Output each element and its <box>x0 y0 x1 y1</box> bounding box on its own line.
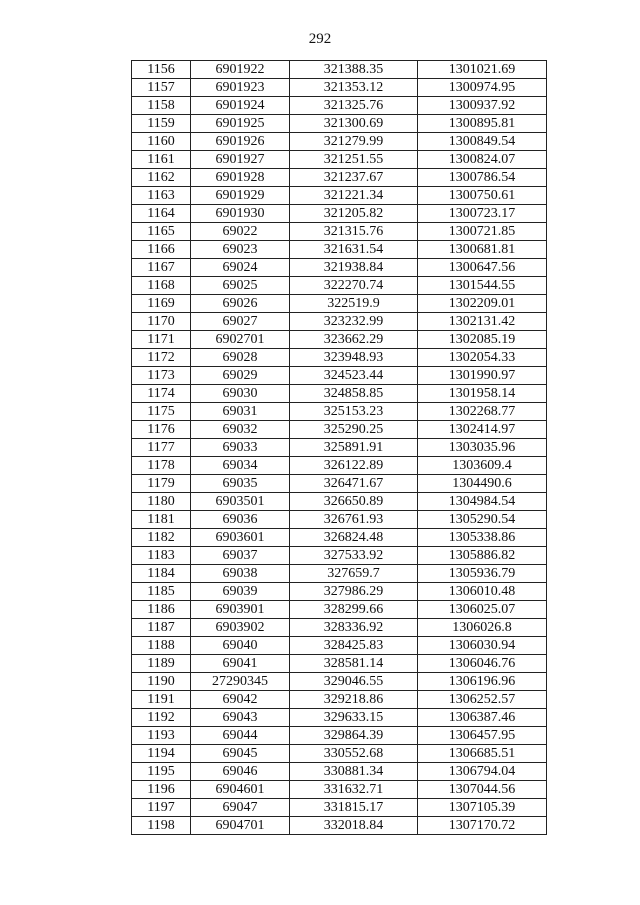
point-id-cell: 69040 <box>191 637 290 655</box>
x-coordinate-cell: 321279.99 <box>290 133 418 151</box>
point-id-cell: 6901929 <box>191 187 290 205</box>
table-row <box>132 259 547 277</box>
row-index-cell: 1163 <box>132 187 191 205</box>
x-coordinate-cell: 321388.35 <box>290 61 418 79</box>
y-coordinate-cell: 1300723.17 <box>418 205 547 223</box>
y-coordinate-cell: 1300647.56 <box>418 259 547 277</box>
point-id-cell: 69029 <box>191 367 290 385</box>
table-row <box>132 763 547 781</box>
point-id-cell: 6901928 <box>191 169 290 187</box>
row-index-cell: 1174 <box>132 385 191 403</box>
point-id-cell: 6901924 <box>191 97 290 115</box>
row-index-cell: 1164 <box>132 205 191 223</box>
row-index-cell: 1195 <box>132 763 191 781</box>
x-coordinate-cell: 326761.93 <box>290 511 418 529</box>
x-coordinate-cell: 328336.92 <box>290 619 418 637</box>
y-coordinate-cell: 1300824.07 <box>418 151 547 169</box>
y-coordinate-cell: 1302054.33 <box>418 349 547 367</box>
y-coordinate-cell: 1301021.69 <box>418 61 547 79</box>
row-index-cell: 1198 <box>132 817 191 835</box>
table-row <box>132 151 547 169</box>
y-coordinate-cell: 1301544.55 <box>418 277 547 295</box>
point-id-cell: 6901923 <box>191 79 290 97</box>
x-coordinate-cell: 322270.74 <box>290 277 418 295</box>
table-row <box>132 385 547 403</box>
x-coordinate-cell: 321237.67 <box>290 169 418 187</box>
table-row <box>132 799 547 817</box>
table-row <box>132 547 547 565</box>
x-coordinate-cell: 331632.71 <box>290 781 418 799</box>
row-index-cell: 1180 <box>132 493 191 511</box>
x-coordinate-cell: 323232.99 <box>290 313 418 331</box>
y-coordinate-cell: 1305886.82 <box>418 547 547 565</box>
row-index-cell: 1183 <box>132 547 191 565</box>
y-coordinate-cell: 1303035.96 <box>418 439 547 457</box>
y-coordinate-cell: 1300786.54 <box>418 169 547 187</box>
table-row <box>132 601 547 619</box>
row-index-cell: 1156 <box>132 61 191 79</box>
row-index-cell: 1179 <box>132 475 191 493</box>
row-index-cell: 1166 <box>132 241 191 259</box>
point-id-cell: 69035 <box>191 475 290 493</box>
point-id-cell: 69045 <box>191 745 290 763</box>
point-id-cell: 69036 <box>191 511 290 529</box>
row-index-cell: 1184 <box>132 565 191 583</box>
table-row <box>132 655 547 673</box>
table-row <box>132 493 547 511</box>
x-coordinate-cell: 327659.7 <box>290 565 418 583</box>
point-id-cell: 69032 <box>191 421 290 439</box>
x-coordinate-cell: 327986.29 <box>290 583 418 601</box>
row-index-cell: 1188 <box>132 637 191 655</box>
table-row <box>132 421 547 439</box>
point-id-cell: 69041 <box>191 655 290 673</box>
y-coordinate-cell: 1300721.85 <box>418 223 547 241</box>
row-index-cell: 1197 <box>132 799 191 817</box>
y-coordinate-cell: 1307105.39 <box>418 799 547 817</box>
table-row <box>132 475 547 493</box>
point-id-cell: 69022 <box>191 223 290 241</box>
table-row <box>132 565 547 583</box>
point-id-cell: 69023 <box>191 241 290 259</box>
table-row <box>132 619 547 637</box>
row-index-cell: 1169 <box>132 295 191 313</box>
row-index-cell: 1168 <box>132 277 191 295</box>
row-index-cell: 1185 <box>132 583 191 601</box>
table-row <box>132 133 547 151</box>
point-id-cell: 6903901 <box>191 601 290 619</box>
row-index-cell: 1190 <box>132 673 191 691</box>
x-coordinate-cell: 326824.48 <box>290 529 418 547</box>
y-coordinate-cell: 1300750.61 <box>418 187 547 205</box>
x-coordinate-cell: 323948.93 <box>290 349 418 367</box>
x-coordinate-cell: 322519.9 <box>290 295 418 313</box>
x-coordinate-cell: 321325.76 <box>290 97 418 115</box>
row-index-cell: 1189 <box>132 655 191 673</box>
row-index-cell: 1181 <box>132 511 191 529</box>
table-row <box>132 97 547 115</box>
x-coordinate-cell: 325891.91 <box>290 439 418 457</box>
table-row <box>132 79 547 97</box>
row-index-cell: 1176 <box>132 421 191 439</box>
point-id-cell: 69030 <box>191 385 290 403</box>
x-coordinate-cell: 328581.14 <box>290 655 418 673</box>
x-coordinate-cell: 330881.34 <box>290 763 418 781</box>
x-coordinate-cell: 321251.55 <box>290 151 418 169</box>
row-index-cell: 1159 <box>132 115 191 133</box>
table-row <box>132 637 547 655</box>
table-row <box>132 709 547 727</box>
point-id-cell: 6901922 <box>191 61 290 79</box>
point-id-cell: 69028 <box>191 349 290 367</box>
y-coordinate-cell: 1306010.48 <box>418 583 547 601</box>
table-row <box>132 295 547 313</box>
y-coordinate-cell: 1306457.95 <box>418 727 547 745</box>
point-id-cell: 69042 <box>191 691 290 709</box>
y-coordinate-cell: 1306026.8 <box>418 619 547 637</box>
x-coordinate-cell: 329633.15 <box>290 709 418 727</box>
point-id-cell: 69034 <box>191 457 290 475</box>
row-index-cell: 1178 <box>132 457 191 475</box>
x-coordinate-cell: 327533.92 <box>290 547 418 565</box>
x-coordinate-cell: 324523.44 <box>290 367 418 385</box>
x-coordinate-cell: 326122.89 <box>290 457 418 475</box>
row-index-cell: 1173 <box>132 367 191 385</box>
row-index-cell: 1171 <box>132 331 191 349</box>
point-id-cell: 69046 <box>191 763 290 781</box>
y-coordinate-cell: 1306196.96 <box>418 673 547 691</box>
y-coordinate-cell: 1305338.86 <box>418 529 547 547</box>
point-id-cell: 69027 <box>191 313 290 331</box>
row-index-cell: 1175 <box>132 403 191 421</box>
point-id-cell: 6903501 <box>191 493 290 511</box>
table-row <box>132 313 547 331</box>
x-coordinate-cell: 323662.29 <box>290 331 418 349</box>
point-id-cell: 69039 <box>191 583 290 601</box>
y-coordinate-cell: 1301958.14 <box>418 385 547 403</box>
point-id-cell: 6901930 <box>191 205 290 223</box>
x-coordinate-cell: 326471.67 <box>290 475 418 493</box>
x-coordinate-cell: 321938.84 <box>290 259 418 277</box>
table-body <box>132 61 547 835</box>
table-row <box>132 331 547 349</box>
table-row <box>132 457 547 475</box>
y-coordinate-cell: 1306685.51 <box>418 745 547 763</box>
x-coordinate-cell: 321221.34 <box>290 187 418 205</box>
x-coordinate-cell: 325290.25 <box>290 421 418 439</box>
row-index-cell: 1182 <box>132 529 191 547</box>
y-coordinate-cell: 1307170.72 <box>418 817 547 835</box>
y-coordinate-cell: 1306025.07 <box>418 601 547 619</box>
row-index-cell: 1186 <box>132 601 191 619</box>
point-id-cell: 6903601 <box>191 529 290 547</box>
point-id-cell: 6904701 <box>191 817 290 835</box>
y-coordinate-cell: 1306030.94 <box>418 637 547 655</box>
point-id-cell: 69047 <box>191 799 290 817</box>
row-index-cell: 1158 <box>132 97 191 115</box>
table-row <box>132 403 547 421</box>
point-id-cell: 69026 <box>191 295 290 313</box>
row-index-cell: 1177 <box>132 439 191 457</box>
y-coordinate-cell: 1307044.56 <box>418 781 547 799</box>
y-coordinate-cell: 1300681.81 <box>418 241 547 259</box>
table-row <box>132 277 547 295</box>
point-id-cell: 6901926 <box>191 133 290 151</box>
y-coordinate-cell: 1306387.46 <box>418 709 547 727</box>
y-coordinate-cell: 1304490.6 <box>418 475 547 493</box>
row-index-cell: 1172 <box>132 349 191 367</box>
x-coordinate-cell: 328299.66 <box>290 601 418 619</box>
x-coordinate-cell: 321353.12 <box>290 79 418 97</box>
point-id-cell: 6903902 <box>191 619 290 637</box>
page-number: 292 <box>308 31 332 47</box>
row-index-cell: 1165 <box>132 223 191 241</box>
row-index-cell: 1167 <box>132 259 191 277</box>
y-coordinate-cell: 1306046.76 <box>418 655 547 673</box>
y-coordinate-cell: 1303609.4 <box>418 457 547 475</box>
table-row <box>132 223 547 241</box>
point-id-cell: 6904601 <box>191 781 290 799</box>
point-id-cell: 69037 <box>191 547 290 565</box>
table-row <box>132 349 547 367</box>
table-row <box>132 241 547 259</box>
y-coordinate-cell: 1304984.54 <box>418 493 547 511</box>
x-coordinate-cell: 321205.82 <box>290 205 418 223</box>
table-row <box>132 727 547 745</box>
y-coordinate-cell: 1300849.54 <box>418 133 547 151</box>
row-index-cell: 1196 <box>132 781 191 799</box>
y-coordinate-cell: 1300937.92 <box>418 97 547 115</box>
point-id-cell: 69031 <box>191 403 290 421</box>
y-coordinate-cell: 1305936.79 <box>418 565 547 583</box>
y-coordinate-cell: 1306794.04 <box>418 763 547 781</box>
table-row <box>132 367 547 385</box>
point-id-cell: 6901925 <box>191 115 290 133</box>
table-row <box>132 511 547 529</box>
table-row <box>132 529 547 547</box>
row-index-cell: 1170 <box>132 313 191 331</box>
table-row <box>132 115 547 133</box>
x-coordinate-cell: 332018.84 <box>290 817 418 835</box>
table-row <box>132 439 547 457</box>
point-id-cell: 69043 <box>191 709 290 727</box>
y-coordinate-cell: 1306252.57 <box>418 691 547 709</box>
point-id-cell: 6902701 <box>191 331 290 349</box>
x-coordinate-cell: 326650.89 <box>290 493 418 511</box>
y-coordinate-cell: 1302085.19 <box>418 331 547 349</box>
point-id-cell: 69044 <box>191 727 290 745</box>
x-coordinate-cell: 325153.23 <box>290 403 418 421</box>
point-id-cell: 69033 <box>191 439 290 457</box>
x-coordinate-cell: 321631.54 <box>290 241 418 259</box>
y-coordinate-cell: 1302131.42 <box>418 313 547 331</box>
row-index-cell: 1192 <box>132 709 191 727</box>
row-index-cell: 1193 <box>132 727 191 745</box>
x-coordinate-cell: 321315.76 <box>290 223 418 241</box>
row-index-cell: 1194 <box>132 745 191 763</box>
point-id-cell: 69024 <box>191 259 290 277</box>
y-coordinate-cell: 1301990.97 <box>418 367 547 385</box>
table-row <box>132 205 547 223</box>
table-row <box>132 61 547 79</box>
x-coordinate-cell: 330552.68 <box>290 745 418 763</box>
x-coordinate-cell: 329218.86 <box>290 691 418 709</box>
point-id-cell: 69025 <box>191 277 290 295</box>
row-index-cell: 1187 <box>132 619 191 637</box>
row-index-cell: 1191 <box>132 691 191 709</box>
table-row <box>132 583 547 601</box>
table-row <box>132 169 547 187</box>
x-coordinate-cell: 324858.85 <box>290 385 418 403</box>
table-row <box>132 187 547 205</box>
row-index-cell: 1161 <box>132 151 191 169</box>
x-coordinate-cell: 331815.17 <box>290 799 418 817</box>
table-row <box>132 781 547 799</box>
coordinates-table <box>131 60 547 835</box>
table-row <box>132 691 547 709</box>
table-row <box>132 817 547 835</box>
y-coordinate-cell: 1305290.54 <box>418 511 547 529</box>
x-coordinate-cell: 328425.83 <box>290 637 418 655</box>
point-id-cell: 69038 <box>191 565 290 583</box>
point-id-cell: 27290345 <box>191 673 290 691</box>
table-row <box>132 745 547 763</box>
row-index-cell: 1162 <box>132 169 191 187</box>
x-coordinate-cell: 329864.39 <box>290 727 418 745</box>
table-row <box>132 673 547 691</box>
y-coordinate-cell: 1302414.97 <box>418 421 547 439</box>
y-coordinate-cell: 1302268.77 <box>418 403 547 421</box>
row-index-cell: 1160 <box>132 133 191 151</box>
y-coordinate-cell: 1300895.81 <box>418 115 547 133</box>
x-coordinate-cell: 329046.55 <box>290 673 418 691</box>
point-id-cell: 6901927 <box>191 151 290 169</box>
x-coordinate-cell: 321300.69 <box>290 115 418 133</box>
y-coordinate-cell: 1302209.01 <box>418 295 547 313</box>
row-index-cell: 1157 <box>132 79 191 97</box>
y-coordinate-cell: 1300974.95 <box>418 79 547 97</box>
